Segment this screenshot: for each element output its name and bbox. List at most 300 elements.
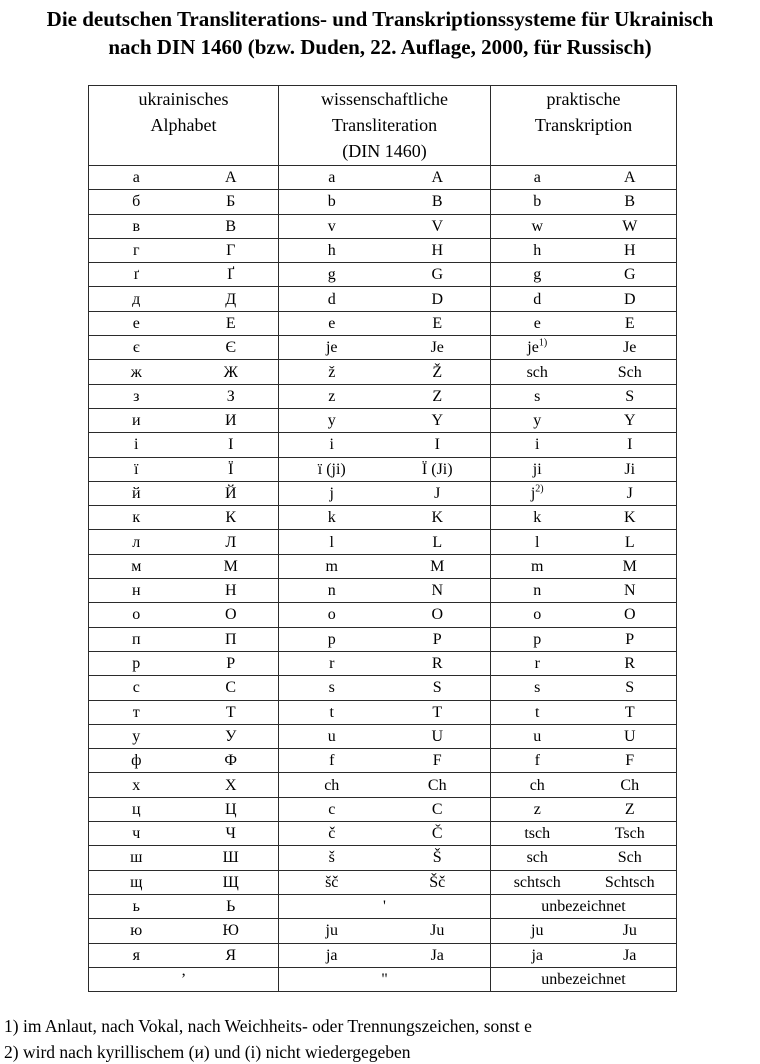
table-row <box>89 894 677 918</box>
lowercase-letter: w <box>531 217 544 235</box>
transliteration-cell <box>279 336 491 360</box>
lowercase-letter: p <box>327 630 336 648</box>
lowercase-letter: й <box>131 485 141 502</box>
table-body <box>89 166 677 992</box>
uppercase-letter: Н <box>224 582 237 600</box>
uppercase-letter: Schtsch <box>604 873 655 891</box>
transliteration-cell <box>279 700 491 724</box>
uppercase-letter: U <box>623 727 636 745</box>
table-row <box>89 870 677 894</box>
transliteration-cell <box>279 287 491 311</box>
table-row <box>89 797 677 821</box>
transliteration-cell <box>279 263 491 287</box>
uppercase-letter: Е <box>225 314 236 332</box>
lowercase-letter: y <box>533 412 542 430</box>
alphabet-cell <box>89 481 279 505</box>
lowercase-letter: je <box>325 339 338 357</box>
uppercase-letter: S <box>625 679 635 697</box>
lowercase-letter: l <box>535 533 540 551</box>
uppercase-letter: О <box>224 606 237 624</box>
transcription-cell <box>491 651 677 675</box>
lowercase-letter: ž <box>328 363 336 381</box>
lowercase-letter: o <box>533 606 542 624</box>
uppercase-letter: Y <box>431 412 444 430</box>
transliteration-cell <box>279 506 491 530</box>
footnote-ref: 1) <box>538 337 548 349</box>
transliteration-cell <box>279 846 491 870</box>
lowercase-letter: е <box>132 314 140 332</box>
lowercase-letter: sch <box>526 363 548 381</box>
lowercase-letter: ji <box>532 460 542 478</box>
table-row <box>89 238 677 262</box>
table-row <box>89 603 677 627</box>
lowercase-letter: є <box>132 339 140 357</box>
lowercase-letter: h <box>327 242 336 260</box>
table-row <box>89 919 677 943</box>
table-row <box>89 676 677 700</box>
column-header-2: wissenschaftliche Transliteration (DIN 1460) <box>279 86 491 166</box>
lowercase-letter: z <box>533 800 541 818</box>
transcription-cell <box>491 603 677 627</box>
table-row <box>89 408 677 432</box>
transliteration-cell <box>279 214 491 238</box>
lowercase-letter: ч <box>132 825 141 843</box>
column-header-1: ukrainisches Alphabet <box>89 86 279 166</box>
column-header-3: praktische Transkription <box>491 86 677 166</box>
uppercase-letter: A <box>623 169 636 187</box>
alphabet-cell <box>89 676 279 700</box>
transliteration-table <box>88 85 677 992</box>
uppercase-letter: А <box>224 169 237 187</box>
uppercase-letter: Ji <box>624 460 636 478</box>
transcription-cell <box>491 919 677 943</box>
lowercase-letter: ja <box>531 946 544 964</box>
alphabet-cell <box>89 433 279 457</box>
lowercase-letter: з <box>133 387 140 405</box>
uppercase-letter: J <box>434 485 441 502</box>
uppercase-letter: Є <box>225 339 237 357</box>
uppercase-letter: C <box>431 800 443 818</box>
lowercase-letter: а <box>132 169 140 187</box>
uppercase-letter: Г <box>226 242 236 260</box>
uppercase-letter: Ь <box>226 898 236 916</box>
transcription-cell <box>491 481 677 505</box>
lowercase-letter: ch <box>324 776 340 794</box>
transcription-cell <box>491 214 677 238</box>
alphabet-cell <box>89 336 279 360</box>
uppercase-letter: J <box>626 485 633 502</box>
alphabet-cell <box>89 700 279 724</box>
transliteration-cell <box>279 967 491 991</box>
lowercase-letter: v <box>327 217 336 235</box>
table-row <box>89 190 677 214</box>
lowercase-letter: р <box>132 655 141 673</box>
lowercase-letter: ja <box>325 946 338 964</box>
lowercase-letter: i <box>535 436 540 454</box>
uppercase-letter: И <box>224 412 237 430</box>
uppercase-letter: Ґ <box>227 266 235 284</box>
uppercase-letter: Sch <box>617 363 642 381</box>
transliteration-cell <box>279 894 491 918</box>
lowercase-letter: šč <box>325 873 339 891</box>
transcription-cell <box>491 336 677 360</box>
lowercase-letter: ф <box>131 752 142 770</box>
alphabet-cell <box>89 190 279 214</box>
table-row <box>89 506 677 530</box>
transliteration-cell <box>279 919 491 943</box>
uppercase-letter: S <box>625 387 635 405</box>
table-row <box>89 360 677 384</box>
alphabet-cell <box>89 408 279 432</box>
table-row <box>89 967 677 991</box>
alphabet-cell <box>89 846 279 870</box>
lowercase-letter: я <box>132 946 140 964</box>
lowercase-letter: k <box>327 509 336 527</box>
table-row <box>89 846 677 870</box>
uppercase-letter: L <box>432 533 443 551</box>
lowercase-letter: х <box>132 776 141 794</box>
uppercase-letter: O <box>623 606 636 624</box>
transcription-cell <box>491 894 677 918</box>
transcription-cell <box>491 554 677 578</box>
lowercase-letter: schtsch <box>513 873 561 891</box>
uppercase-letter: Д <box>225 290 237 308</box>
uppercase-letter: H <box>431 242 444 260</box>
lowercase-letter: sch <box>526 849 548 867</box>
alphabet-cell <box>89 870 279 894</box>
lowercase-letter: t <box>329 703 334 721</box>
table-row <box>89 214 677 238</box>
lowercase-letter: a <box>328 169 336 187</box>
transliteration-cell <box>279 384 491 408</box>
table-row <box>89 773 677 797</box>
uppercase-letter: Я <box>225 946 237 964</box>
uppercase-letter: G <box>623 266 636 284</box>
lowercase-letter: ï (ji) <box>317 460 346 478</box>
uppercase-letter: I <box>627 436 633 454</box>
uppercase-letter: F <box>625 752 635 770</box>
transliteration-cell <box>279 943 491 967</box>
lowercase-letter: s <box>534 387 541 405</box>
lowercase-letter: h <box>533 242 542 260</box>
uppercase-letter: Ch <box>620 776 640 794</box>
transliteration-cell <box>279 797 491 821</box>
uppercase-letter: Š <box>432 849 442 867</box>
uppercase-letter: R <box>431 655 443 673</box>
uppercase-letter: B <box>624 193 636 211</box>
uppercase-letter: Щ <box>222 873 239 891</box>
transliteration-cell <box>279 408 491 432</box>
alphabet-cell <box>89 627 279 651</box>
uppercase-letter: U <box>431 727 444 745</box>
uppercase-letter: Ї <box>228 460 234 478</box>
uppercase-letter: T <box>624 703 635 721</box>
table-row <box>89 287 677 311</box>
transliteration-cell <box>279 554 491 578</box>
table-row <box>89 311 677 335</box>
transliteration-cell <box>279 870 491 894</box>
alphabet-cell <box>89 287 279 311</box>
uppercase-letter: Ch <box>427 776 447 794</box>
alphabet-cell <box>89 530 279 554</box>
uppercase-letter: С <box>225 679 237 697</box>
lowercase-letter: в <box>132 217 141 235</box>
alphabet-cell <box>89 967 279 991</box>
transcription-cell <box>491 724 677 748</box>
lowercase-letter: л <box>132 533 141 551</box>
lowercase-letter: o <box>327 606 336 624</box>
table-row <box>89 481 677 505</box>
uppercase-letter: Р <box>226 655 236 673</box>
uppercase-letter: В <box>225 217 237 235</box>
alphabet-cell <box>89 311 279 335</box>
transliteration-cell <box>279 627 491 651</box>
lowercase-letter: ju <box>325 922 338 940</box>
uppercase-letter: M <box>430 557 445 575</box>
lowercase-letter: д <box>132 290 141 308</box>
lowercase-letter: м <box>131 557 142 575</box>
table-row <box>89 651 677 675</box>
lowercase-letter: u <box>327 727 336 745</box>
lowercase-letter: ю <box>130 922 143 940</box>
transcription-cell <box>491 263 677 287</box>
lowercase-letter: s <box>534 679 541 697</box>
uppercase-letter: L <box>624 533 635 551</box>
lowercase-letter: s <box>328 679 335 697</box>
uppercase-letter: Ф <box>224 752 238 770</box>
transliteration-cell <box>279 749 491 773</box>
uppercase-letter: Б <box>226 193 236 211</box>
alphabet-cell <box>89 773 279 797</box>
table-row <box>89 263 677 287</box>
footnotes <box>4 1013 760 1064</box>
transcription-cell <box>491 700 677 724</box>
lowercase-letter: r <box>534 655 540 673</box>
uppercase-letter: Y <box>623 412 636 430</box>
lowercase-letter: ь <box>132 898 140 916</box>
lowercase-letter: н <box>131 582 141 600</box>
lowercase-letter: j$^{2)}$ <box>530 483 544 502</box>
uppercase-letter: Х <box>224 776 237 794</box>
transcription-cell <box>491 166 677 190</box>
transcription-cell <box>491 408 677 432</box>
table-row <box>89 554 677 578</box>
uppercase-letter: Ju <box>622 922 637 940</box>
uppercase-letter: Sch <box>617 849 642 867</box>
transcription-cell <box>491 870 677 894</box>
uppercase-letter: Ч <box>225 825 236 843</box>
uppercase-letter: Ю <box>222 922 239 940</box>
uppercase-letter: Ž <box>432 363 443 381</box>
lowercase-letter: m <box>531 557 544 575</box>
lowercase-letter: п <box>131 630 141 648</box>
uppercase-letter: Je <box>430 339 444 357</box>
lowercase-letter: б <box>132 193 141 211</box>
transcription-cell <box>491 676 677 700</box>
uppercase-letter: Z <box>624 800 635 818</box>
transcription-cell <box>491 530 677 554</box>
uppercase-letter: Ц <box>224 800 237 818</box>
lowercase-letter: f <box>534 752 540 770</box>
uppercase-letter: I <box>434 436 440 454</box>
lowercase-letter: u <box>533 727 542 745</box>
transliteration-cell <box>279 457 491 481</box>
lowercase-letter: ju <box>531 922 544 940</box>
uppercase-letter: D <box>623 290 636 308</box>
centered-value: unbezeichnet <box>541 898 626 916</box>
table-row <box>89 822 677 846</box>
lowercase-letter: č <box>328 825 336 843</box>
lowercase-letter: ж <box>130 363 142 381</box>
uppercase-letter: Ja <box>623 946 637 964</box>
transcription-cell <box>491 846 677 870</box>
alphabet-cell <box>89 360 279 384</box>
alphabet-cell <box>89 943 279 967</box>
transcription-cell <box>491 967 677 991</box>
lowercase-letter: e <box>328 314 336 332</box>
page-title <box>0 0 760 61</box>
lowercase-letter: n <box>327 582 336 600</box>
transliteration-cell <box>279 724 491 748</box>
uppercase-letter: К <box>225 509 237 527</box>
transliteration-cell <box>279 360 491 384</box>
uppercase-letter: Šč <box>429 873 446 891</box>
transliteration-cell <box>279 311 491 335</box>
footnote-ref: 2) <box>535 483 544 495</box>
lowercase-letter: ch <box>529 776 545 794</box>
alphabet-cell <box>89 166 279 190</box>
lowercase-letter: с <box>132 679 140 697</box>
uppercase-letter: Ju <box>430 922 445 940</box>
uppercase-letter: A <box>431 169 444 187</box>
uppercase-letter: N <box>431 582 444 600</box>
alphabet-cell <box>89 919 279 943</box>
table-row <box>89 457 677 481</box>
lowercase-letter: p <box>533 630 542 648</box>
uppercase-letter: D <box>431 290 444 308</box>
uppercase-letter: R <box>624 655 636 673</box>
table-row <box>89 627 677 651</box>
lowercase-letter: g <box>327 266 336 284</box>
uppercase-letter: Z <box>432 387 443 405</box>
lowercase-letter: щ <box>130 873 143 891</box>
uppercase-letter: F <box>432 752 442 770</box>
table-row <box>89 384 677 408</box>
uppercase-letter: P <box>625 630 635 648</box>
lowercase-letter: к <box>132 509 141 527</box>
uppercase-letter: V <box>431 217 444 235</box>
transcription-cell <box>491 190 677 214</box>
uppercase-letter: Č <box>431 825 443 843</box>
transcription-cell <box>491 773 677 797</box>
lowercase-letter: c <box>328 800 336 818</box>
uppercase-letter: S <box>432 679 442 697</box>
lowercase-letter: g <box>533 266 542 284</box>
lowercase-letter: j <box>329 485 334 502</box>
uppercase-letter: O <box>431 606 444 624</box>
transliteration-cell <box>279 773 491 797</box>
alphabet-cell <box>89 554 279 578</box>
table-row <box>89 166 677 190</box>
lowercase-letter: š <box>328 849 335 867</box>
lowercase-letter: о <box>132 606 141 624</box>
transcription-cell <box>491 433 677 457</box>
lowercase-letter: и <box>131 412 141 430</box>
transliteration-cell <box>279 603 491 627</box>
uppercase-letter: M <box>622 557 637 575</box>
alphabet-cell <box>89 724 279 748</box>
centered-value: ' <box>383 898 386 916</box>
transcription-cell <box>491 287 677 311</box>
lowercase-letter: г <box>132 242 140 260</box>
table-row <box>89 749 677 773</box>
transcription-cell <box>491 238 677 262</box>
uppercase-letter: Ж <box>223 363 238 381</box>
transcription-cell <box>491 627 677 651</box>
table-row <box>89 530 677 554</box>
uppercase-letter: T <box>432 703 443 721</box>
transliteration-cell <box>279 651 491 675</box>
lowercase-letter: ц <box>131 800 141 818</box>
uppercase-letter: N <box>623 582 636 600</box>
alphabet-cell <box>89 651 279 675</box>
lowercase-letter: e <box>533 314 541 332</box>
transliteration-cell <box>279 481 491 505</box>
centered-value: ’ <box>180 970 187 988</box>
transliteration-cell <box>279 190 491 214</box>
alphabet-cell <box>89 214 279 238</box>
page-title-line1: Die deutschen Transliterations- und Transkriptionssysteme für Ukrainisch <box>46 7 714 31</box>
lowercase-letter: d <box>533 290 542 308</box>
transliteration-cell <box>279 579 491 603</box>
table-row <box>89 724 677 748</box>
transliteration-cell <box>279 166 491 190</box>
transliteration-cell <box>279 676 491 700</box>
alphabet-cell <box>89 579 279 603</box>
transliteration-cell <box>279 822 491 846</box>
uppercase-letter: Ш <box>222 849 239 867</box>
lowercase-letter: d <box>327 290 336 308</box>
lowercase-letter: m <box>325 557 338 575</box>
transcription-cell <box>491 579 677 603</box>
lowercase-letter: т <box>132 703 140 721</box>
alphabet-cell <box>89 457 279 481</box>
uppercase-letter: Je <box>623 339 637 357</box>
transcription-cell <box>491 749 677 773</box>
lowercase-letter: a <box>533 169 541 187</box>
table-row <box>89 336 677 360</box>
lowercase-letter: і <box>134 436 139 454</box>
transliteration-cell <box>279 238 491 262</box>
alphabet-cell <box>89 263 279 287</box>
uppercase-letter: H <box>623 242 636 260</box>
uppercase-letter: П <box>224 630 237 648</box>
uppercase-letter: Ja <box>430 946 444 964</box>
uppercase-letter: E <box>432 314 443 332</box>
uppercase-letter: У <box>225 727 237 745</box>
alphabet-cell <box>89 506 279 530</box>
centered-value: unbezeichnet <box>541 970 626 988</box>
lowercase-letter: у <box>132 727 141 745</box>
alphabet-cell <box>89 894 279 918</box>
uppercase-letter: E <box>624 314 635 332</box>
transliteration-cell <box>279 433 491 457</box>
alphabet-cell <box>89 822 279 846</box>
alphabet-cell <box>89 238 279 262</box>
lowercase-letter: ш <box>130 849 143 867</box>
lowercase-letter: ї <box>134 460 139 478</box>
uppercase-letter: P <box>432 630 442 648</box>
